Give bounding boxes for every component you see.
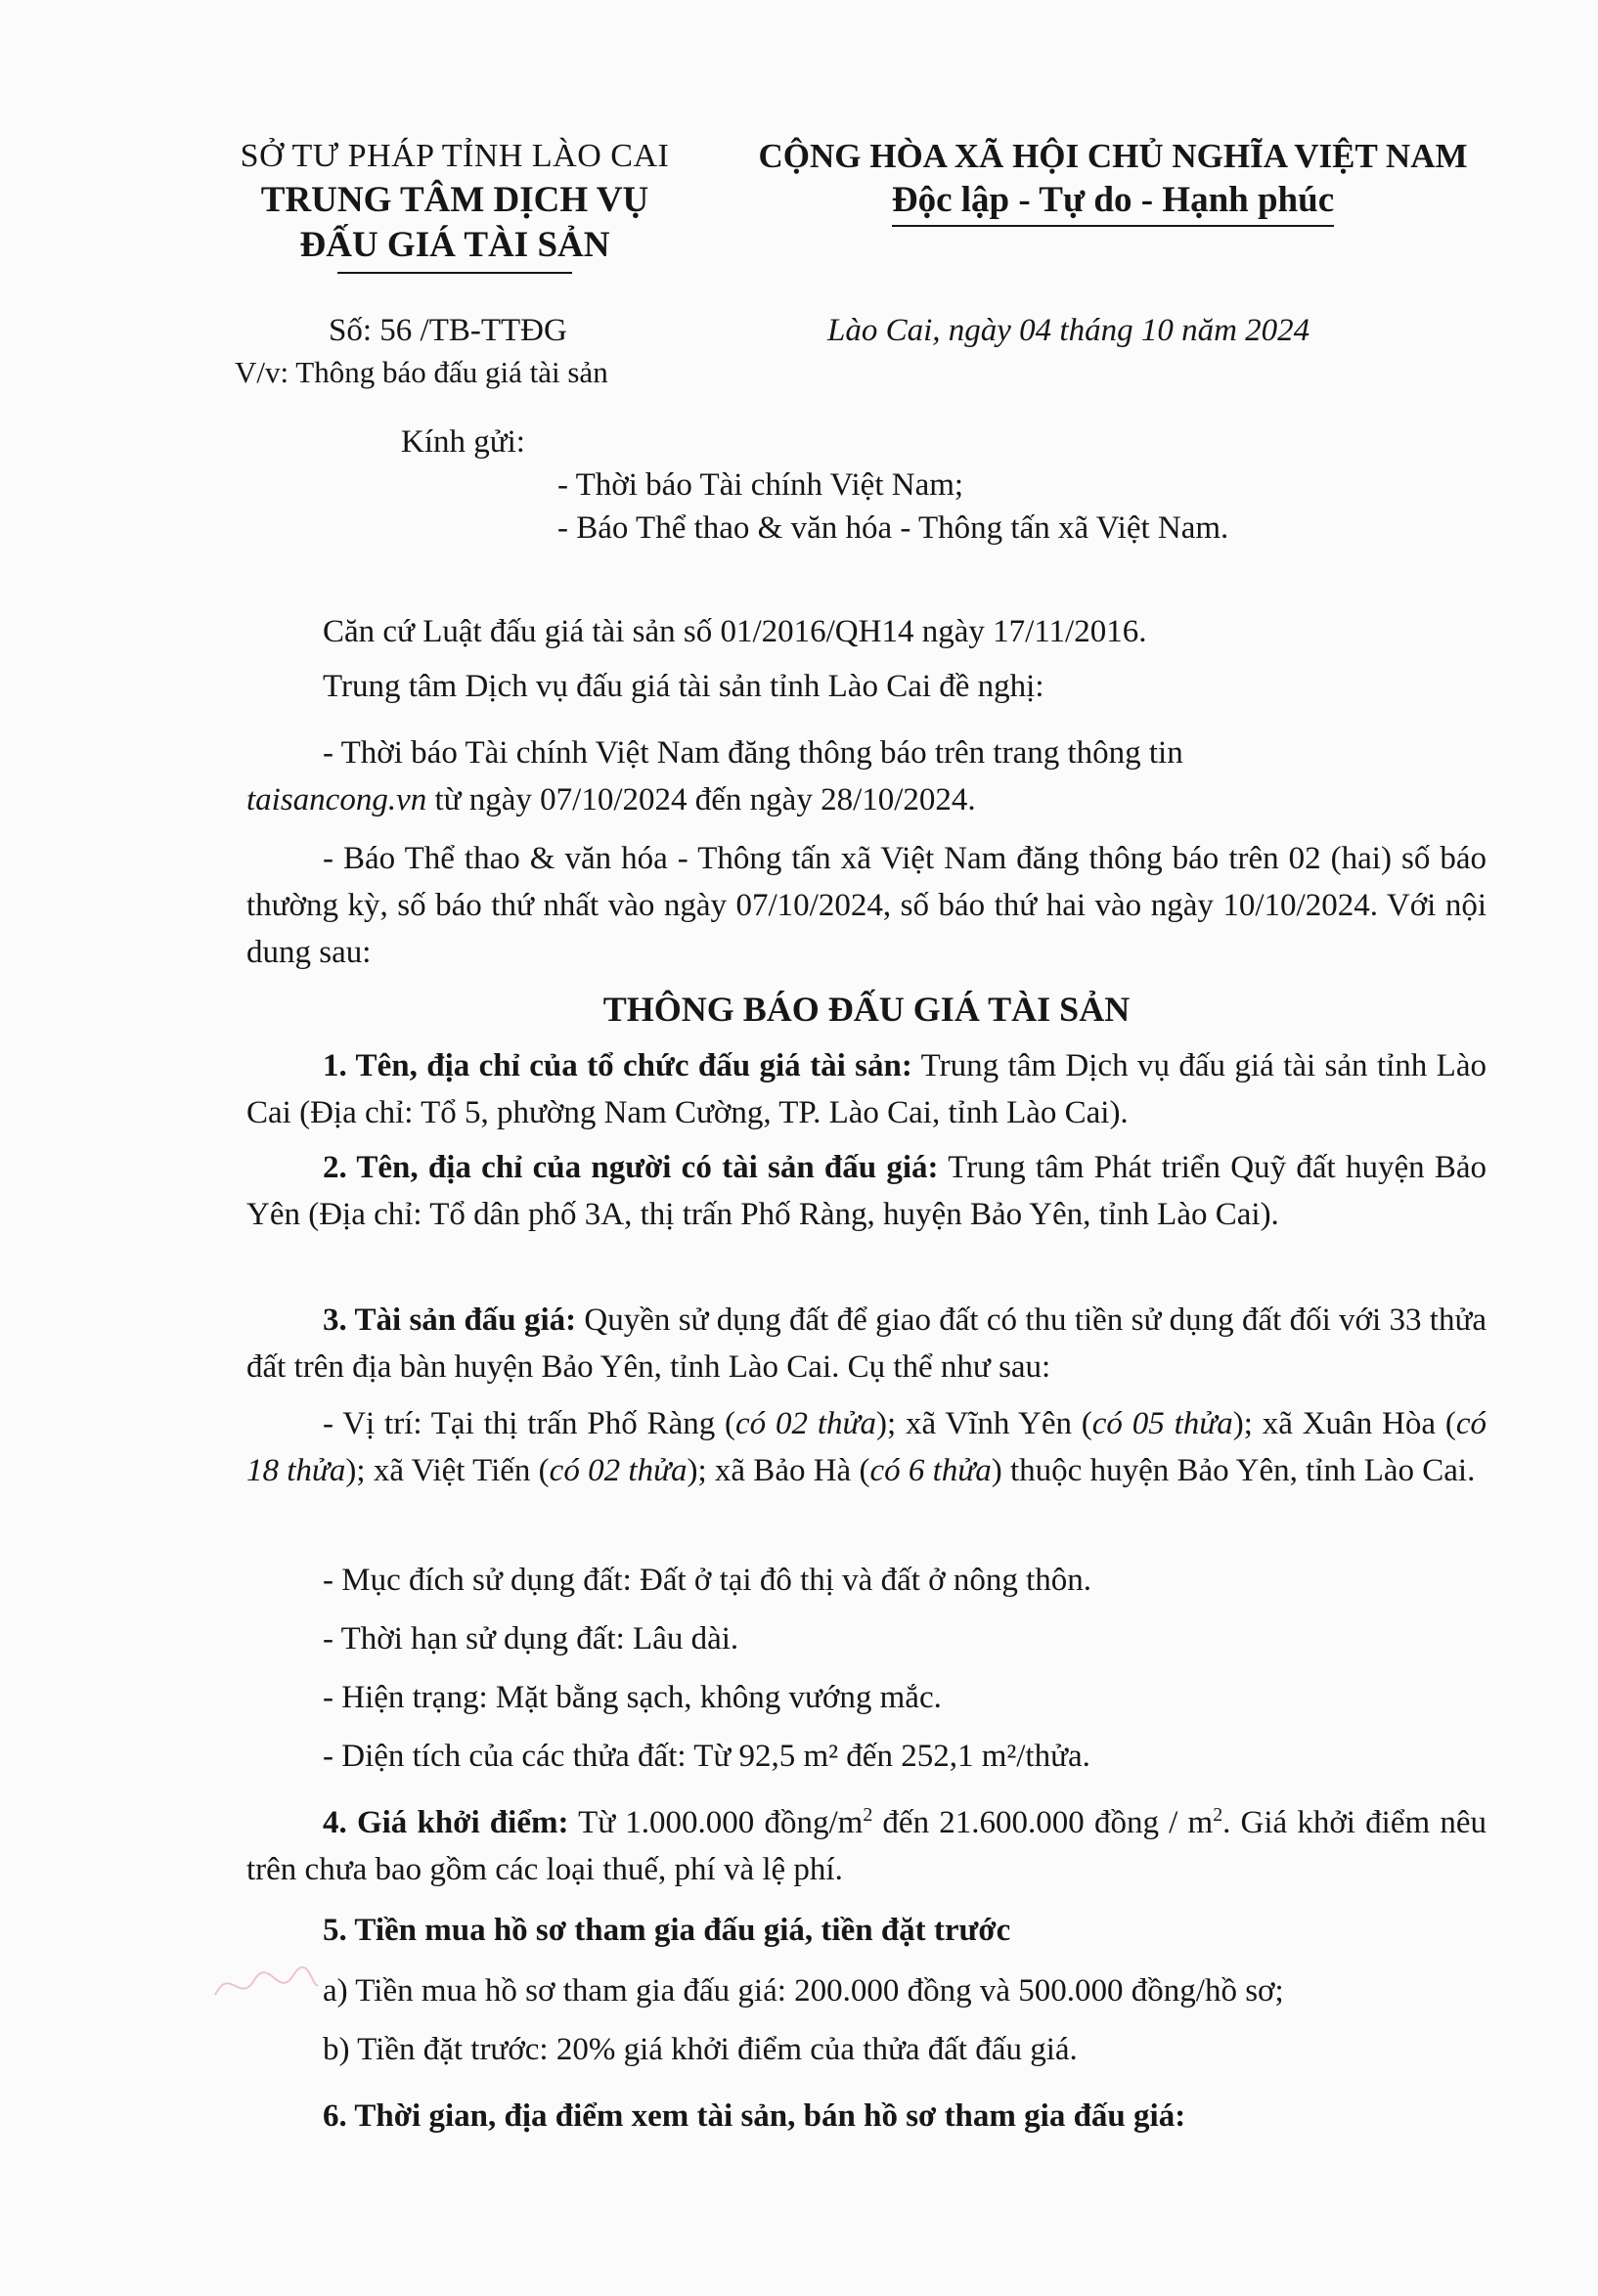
- location-text: ); xã Bảo Hà (: [687, 1453, 870, 1488]
- section-1-label: 1. Tên, địa chỉ của tổ chức đấu giá tài sản:: [323, 1048, 912, 1083]
- superscript: 2: [863, 1804, 873, 1826]
- issuer-name-line2: ĐẤU GIÁ TÀI SẢN: [299, 225, 610, 265]
- land-term: - Thời hạn sử dụng đất: Lâu dài.: [323, 1621, 739, 1656]
- request-intro: Trung tâm Dịch vụ đấu giá tài sản tỉnh Lào Cai đề nghị:: [323, 669, 1044, 704]
- land-status: - Hiện trạng: Mặt bằng sạch, không vướng mắc.: [323, 1680, 942, 1715]
- section-4-label: 4. Giá khởi điểm:: [323, 1805, 569, 1840]
- location-count: có 02 thửa: [735, 1406, 877, 1441]
- request-item-1: [246, 729, 1487, 823]
- recipient-item: - Thời báo Tài chính Việt Nam;: [557, 467, 964, 503]
- section-2-text: Trung tâm Phát triển Quỹ đất huyện Bảo Yên (Địa chỉ: Tổ dân phố 3A, thị trấn Phố Ràng, huyện Bảo Yên, tỉnh Lào Cai).: [246, 1150, 1487, 1232]
- location-text: ); xã Việt Tiến (: [345, 1453, 550, 1488]
- section-1-text: Trung tâm Dịch vụ đấu giá tài sản tỉnh Lào Cai (Địa chỉ: Tổ 5, phường Nam Cường, TP. Lào Cai, tỉnh Lào Cai).: [246, 1048, 1487, 1130]
- request-item-2: - Báo Thể thao & văn hóa - Thông tấn xã Việt Nam đăng thông báo trên 02 (hai) số báo thường kỳ, số báo thứ nhất vào ngày 07/10/2024, số báo thứ hai vào ngày 10/10/2024. Với nội dung sau:: [246, 841, 1487, 970]
- section-3-label: 3. Tài sản đấu giá:: [323, 1303, 577, 1338]
- section-6-label: 6. Thời gian, địa điểm xem tài sản, bán hồ sơ tham gia đấu giá:: [323, 2098, 1186, 2134]
- location-count: có 02 thửa: [549, 1453, 688, 1488]
- recipient-item: - Báo Thể thao & văn hóa - Thông tấn xã Việt Nam.: [557, 510, 1229, 546]
- location-text: ); xã Xuân Hòa (: [1232, 1406, 1456, 1441]
- section-3-text: Quyền sử dụng đất để giao đất có thu tiền sử dụng đất đối với 33 thửa đất trên địa bàn huyện Bảo Yên, tỉnh Lào Cai. Cụ thể như sau:: [246, 1303, 1487, 1385]
- notice-title: THÔNG BÁO ĐẤU GIÁ TÀI SẢN: [602, 990, 1131, 1029]
- section-2-label: 2. Tên, địa chỉ của người có tài sản đấu giá:: [323, 1150, 939, 1185]
- superscript: 2: [1213, 1804, 1223, 1826]
- section-1: [246, 1042, 1487, 1136]
- section-2: [246, 1144, 1487, 1238]
- location-text: - Vị trí: Tại thị trấn Phố Ràng (: [323, 1406, 736, 1441]
- issuer-header: [200, 135, 709, 274]
- price-to: đến 21.600.000 đồng / m: [872, 1805, 1214, 1840]
- request-item-1-dates: từ ngày 07/10/2024 đến ngày 28/10/2024.: [426, 782, 976, 817]
- section-3: [246, 1297, 1487, 1391]
- request-item-1-text: - Thời báo Tài chính Việt Nam đăng thông báo trên trang thông tin: [323, 735, 1183, 771]
- location-text: ) thuộc huyện Bảo Yên, tỉnh Lào Cai.: [991, 1453, 1476, 1488]
- legal-basis: Căn cứ Luật đấu giá tài sản số 01/2016/QH14 ngày 17/11/2016.: [323, 614, 1147, 649]
- recipients-label: Kính gửi:: [401, 424, 525, 460]
- location-count: có 6 thửa: [869, 1453, 992, 1488]
- document-number: Số: 56 /TB-TTĐG: [329, 313, 567, 348]
- location-text: ); xã Vĩnh Yên (: [876, 1406, 1092, 1441]
- national-title: CỘNG HÒA XÃ HỘI CHỦ NGHĨA VIỆT NAM: [758, 137, 1468, 175]
- issuer-underline: [337, 272, 572, 274]
- section-5a: a) Tiền mua hồ sơ tham gia đấu giá: 200.000 đồng và 500.000 đồng/hồ sơ;: [323, 1973, 1284, 2009]
- land-area: - Diện tích của các thửa đất: Từ 92,5 m² đến 252,1 m²/thửa.: [323, 1739, 1090, 1774]
- location-count: có 18 thửa: [246, 1406, 1487, 1488]
- signature-mark: [205, 1956, 323, 2014]
- issuer-name-line1: TRUNG TÂM DỊCH VỤ: [260, 180, 649, 220]
- national-header: [732, 135, 1494, 227]
- document-date: Lào Cai, ngày 04 tháng 10 năm 2024: [827, 313, 1310, 348]
- document-subject: V/v: Thông báo đấu giá tài sản: [235, 355, 608, 389]
- price-note: . Giá khởi điểm nêu trên chưa bao gồm các loại thuế, phí và lệ phí.: [246, 1805, 1487, 1887]
- section-5b: b) Tiền đặt trước: 20% giá khởi điểm của thửa đất đấu giá.: [323, 2032, 1078, 2067]
- website-link: taisancong.vn: [246, 782, 427, 817]
- price-from: Từ 1.000.000 đồng/m: [568, 1805, 864, 1840]
- section-5-label: 5. Tiền mua hồ sơ tham gia đấu giá, tiền đặt trước: [323, 1913, 1011, 1948]
- asset-locations: [246, 1400, 1487, 1494]
- national-motto: Độc lập - Tự do - Hạnh phúc: [892, 178, 1334, 227]
- issuer-parent-agency: SỞ TƯ PHÁP TỈNH LÀO CAI: [240, 138, 670, 174]
- location-count: có 05 thửa: [1091, 1406, 1233, 1441]
- land-purpose: - Mục đích sử dụng đất: Đất ở tại đô thị và đất ở nông thôn.: [323, 1563, 1092, 1598]
- section-4: [246, 1799, 1487, 1893]
